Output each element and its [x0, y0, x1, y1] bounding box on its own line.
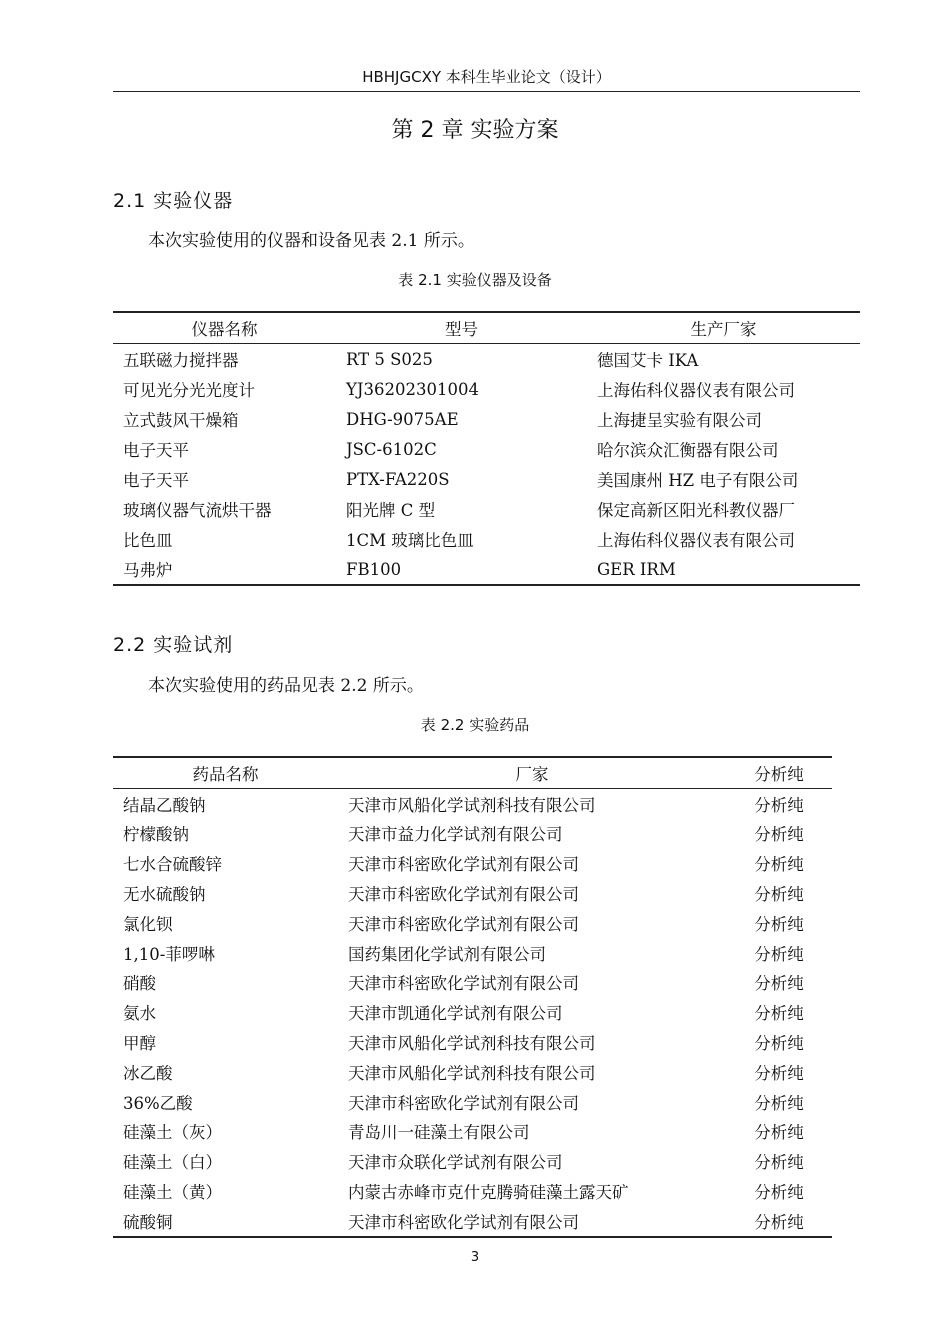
table-cell: 国药集团化学试剂有限公司	[348, 944, 546, 964]
table-row	[113, 1176, 832, 1206]
table-cell: 分析纯	[754, 1004, 804, 1024]
table-cell: JSC-6102C	[346, 439, 437, 459]
table-cell: 1,10-菲啰啉	[123, 944, 215, 964]
table-cell: 冰乙酸	[123, 1063, 173, 1083]
table-cell: 分析纯	[754, 795, 804, 815]
table-header-row	[113, 757, 832, 788]
table-cell: 天津市科密欧化学试剂有限公司	[348, 885, 579, 905]
table-cell: 硅藻土（灰）	[123, 1123, 222, 1143]
table-cell: 无水硫酸钠	[123, 885, 206, 905]
table-cell: 36%乙酸	[123, 1093, 193, 1113]
table-cell: 氨水	[123, 1004, 156, 1024]
table-cell: 柠檬酸钠	[123, 825, 189, 845]
table-cell: 阳光牌 C 型	[346, 501, 436, 520]
table-cell: 硅藻土（黄）	[123, 1183, 222, 1203]
table-row	[113, 819, 832, 849]
table-cell: 电子天平	[123, 471, 189, 490]
table-header-row	[113, 312, 860, 344]
table-cell: 上海佑科仪器仪表有限公司	[597, 381, 795, 400]
table-cell: 天津市科密欧化学试剂有限公司	[348, 1093, 579, 1113]
table-row	[113, 1087, 832, 1117]
table-cell: 天津市风船化学试剂科技有限公司	[348, 1063, 596, 1083]
table-cell: 天津市益力化学试剂有限公司	[348, 825, 563, 845]
table-row	[113, 1146, 832, 1176]
table-cell: 青岛川一硅藻土有限公司	[348, 1123, 530, 1143]
table-cell: 分析纯	[754, 974, 804, 994]
table-cell: 硝酸	[123, 974, 156, 994]
table-row	[113, 938, 832, 968]
table-cell: 天津市凯通化学试剂有限公司	[348, 1004, 563, 1024]
table-cell: YJ36202301004	[346, 379, 479, 399]
table-cell: 玻璃仪器气流烘干器	[123, 501, 272, 520]
table-cell: 美国康州 HZ 电子有限公司	[597, 471, 799, 490]
section-paragraph-reagents: 本次实验使用的药品见表 2.2 所示。	[148, 676, 424, 696]
table-cell: 分析纯	[754, 1034, 804, 1054]
table-cell: GER IRM	[597, 559, 676, 579]
table-cell: 结晶乙酸钠	[123, 795, 206, 815]
table-row	[113, 878, 832, 908]
table-cell: 硫酸铜	[123, 1212, 173, 1232]
table-cell: 五联磁力搅拌器	[123, 351, 239, 370]
reagents-table	[113, 756, 832, 1238]
column-header: 仪器名称	[113, 312, 336, 344]
table-row	[113, 968, 832, 998]
table-cell: RT 5 S025	[346, 349, 433, 369]
column-header: 分析纯	[726, 757, 832, 788]
table-cell: FB100	[346, 559, 402, 579]
column-header: 生产厂家	[587, 312, 860, 344]
table-cell: 德国艾卡 IKA	[597, 351, 699, 370]
chapter-title: 第 2 章 实验方案	[391, 118, 559, 143]
table-cell: 哈尔滨众汇衡器有限公司	[597, 441, 779, 460]
table-cell: DHG-9075AE	[346, 409, 459, 429]
table-row	[113, 344, 860, 375]
table-row	[113, 524, 860, 554]
table-cell: 分析纯	[754, 855, 804, 875]
table-cell: 硅藻土（白）	[123, 1153, 222, 1173]
column-header: 药品名称	[113, 757, 338, 788]
table-cell: 氯化钡	[123, 914, 173, 934]
page-header: HBHJGCXY 本科生毕业论文（设计）	[113, 66, 860, 92]
column-header: 型号	[336, 312, 587, 344]
table-cell: 保定高新区阳光科教仪器厂	[597, 501, 795, 520]
table-cell: 分析纯	[754, 1063, 804, 1083]
section-heading-reagents: 2.2 实验试剂	[113, 634, 234, 656]
table-row	[113, 1057, 832, 1087]
table-cell: 比色皿	[123, 531, 173, 550]
table-cell: 天津市风船化学试剂科技有限公司	[348, 795, 596, 815]
table-cell: 分析纯	[754, 825, 804, 845]
table-caption-instruments: 表 2.1 实验仪器及设备	[398, 271, 552, 289]
column-header: 厂家	[338, 757, 726, 788]
table-cell: 可见光分光光度计	[123, 381, 255, 400]
table-row	[113, 1206, 832, 1237]
section-heading-instruments: 2.1 实验仪器	[113, 190, 234, 212]
table-cell: 甲醇	[123, 1034, 156, 1054]
table-cell: 电子天平	[123, 441, 189, 460]
table-row	[113, 374, 860, 404]
table-row	[113, 1027, 832, 1057]
table-cell: 天津市科密欧化学试剂有限公司	[348, 974, 579, 994]
table-cell: 上海捷呈实验有限公司	[597, 411, 762, 430]
table-cell: 天津市风船化学试剂科技有限公司	[348, 1034, 596, 1054]
page-number: 3	[470, 1250, 480, 1265]
table-caption-reagents: 表 2.2 实验药品	[420, 716, 530, 734]
table-row	[113, 788, 832, 818]
table-row	[113, 1117, 832, 1147]
table-cell: 上海佑科仪器仪表有限公司	[597, 531, 795, 550]
table-row	[113, 434, 860, 464]
table-cell: 分析纯	[754, 1093, 804, 1113]
table-cell: 分析纯	[754, 914, 804, 934]
table-row	[113, 848, 832, 878]
instruments-table	[113, 311, 860, 586]
table-cell: 1CM 玻璃比色皿	[346, 531, 474, 550]
table-cell: 分析纯	[754, 944, 804, 964]
table-cell: 天津市科密欧化学试剂有限公司	[348, 855, 579, 875]
table-row	[113, 494, 860, 524]
table-cell: 天津市科密欧化学试剂有限公司	[348, 914, 579, 934]
table-cell: 立式鼓风干燥箱	[123, 411, 239, 430]
table-cell: 内蒙古赤峰市克什克腾骑硅藻土露天矿	[348, 1183, 629, 1203]
table-cell: 天津市众联化学试剂有限公司	[348, 1153, 563, 1173]
table-cell: 分析纯	[754, 1212, 804, 1232]
table-row	[113, 554, 860, 585]
table-cell: 马弗炉	[123, 561, 173, 580]
table-cell: 七水合硫酸锌	[123, 855, 222, 875]
table-cell: 分析纯	[754, 1123, 804, 1143]
table-cell: 天津市科密欧化学试剂有限公司	[348, 1212, 579, 1232]
table-row	[113, 908, 832, 938]
table-cell: 分析纯	[754, 885, 804, 905]
table-cell: 分析纯	[754, 1183, 804, 1203]
table-cell: 分析纯	[754, 1153, 804, 1173]
section-paragraph-instruments: 本次实验使用的仪器和设备见表 2.1 所示。	[148, 231, 475, 251]
table-row	[113, 997, 832, 1027]
table-cell: PTX-FA220S	[346, 469, 450, 489]
table-row	[113, 464, 860, 494]
table-row	[113, 404, 860, 434]
